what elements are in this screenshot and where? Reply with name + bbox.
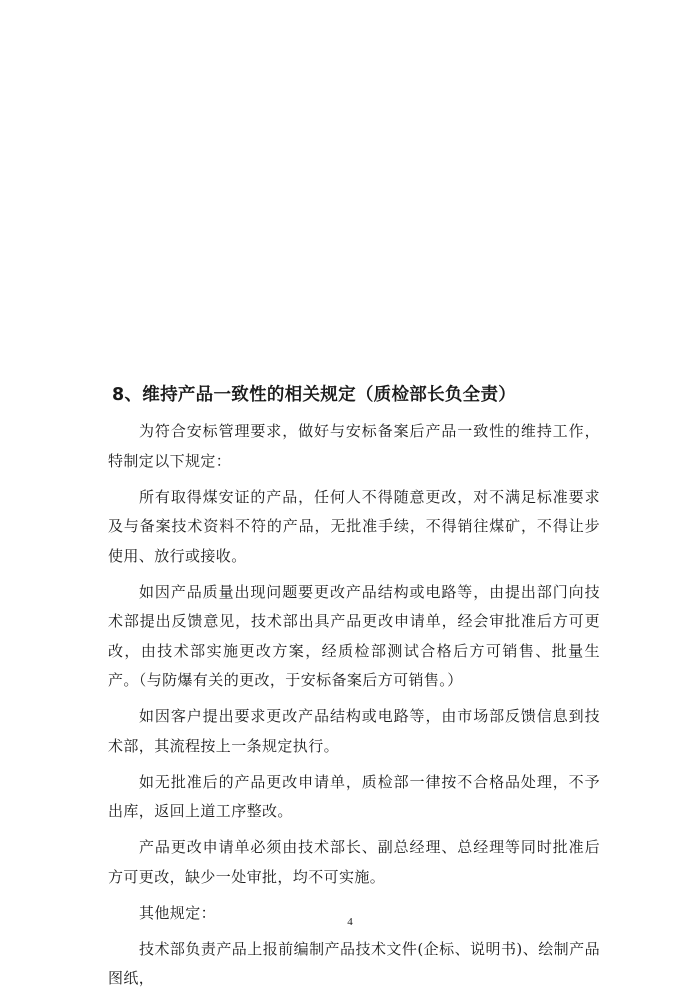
paragraph-customer-change: 如因客户提出要求更改产品结构或电路等，由市场部反馈信息到技术部，其流程按上一条规定执行。 [108, 707, 600, 755]
section-heading: 8、维持产品一致性的相关规定（质检部长负全责） [112, 385, 517, 405]
paragraph-no-approval: 如无批准后的产品更改申请单，质检部一律按不合格品处理，不予出库，返回上道工序整改。 [108, 772, 600, 820]
paragraph-no-modification: 所有取得煤安证的产品，任何人不得随意更改，对不满足标准要求及与备案技术资料不符的产品，无批准手续，不得销往煤矿，不得让步使用、放行或接收。 [108, 487, 600, 565]
body-text [108, 417, 600, 1000]
paragraph-tech-department: 技术部负责产品上报前编制产品技术文件(企标、说明书)、绘制产品图纸， [108, 939, 600, 987]
page-number: 4 [347, 916, 353, 928]
paragraph-other-rules: 其他规定： [139, 903, 217, 922]
paragraph-approval-required: 产品更改申请单必须由技术部长、副总经理、总经理等同时批准后方可更改，缺少一处审批，均不可实施。 [108, 838, 600, 886]
paragraph-purpose: 为符合安标管理要求，做好与安标备案后产品一致性的维持工作，特制定以下规定： [108, 422, 600, 470]
paragraph-quality-change: 如因产品质量出现问题要更改产品结构或电路等，由提出部门向技术部提出反馈意见，技术部出具产品更改申请单，经会审批准后方可更改，由技术部实施更改方案，经质检部测试合格后方可销售、批量生产。（与防爆有关的更改，于安标备案后方可销售。） [108, 582, 600, 689]
